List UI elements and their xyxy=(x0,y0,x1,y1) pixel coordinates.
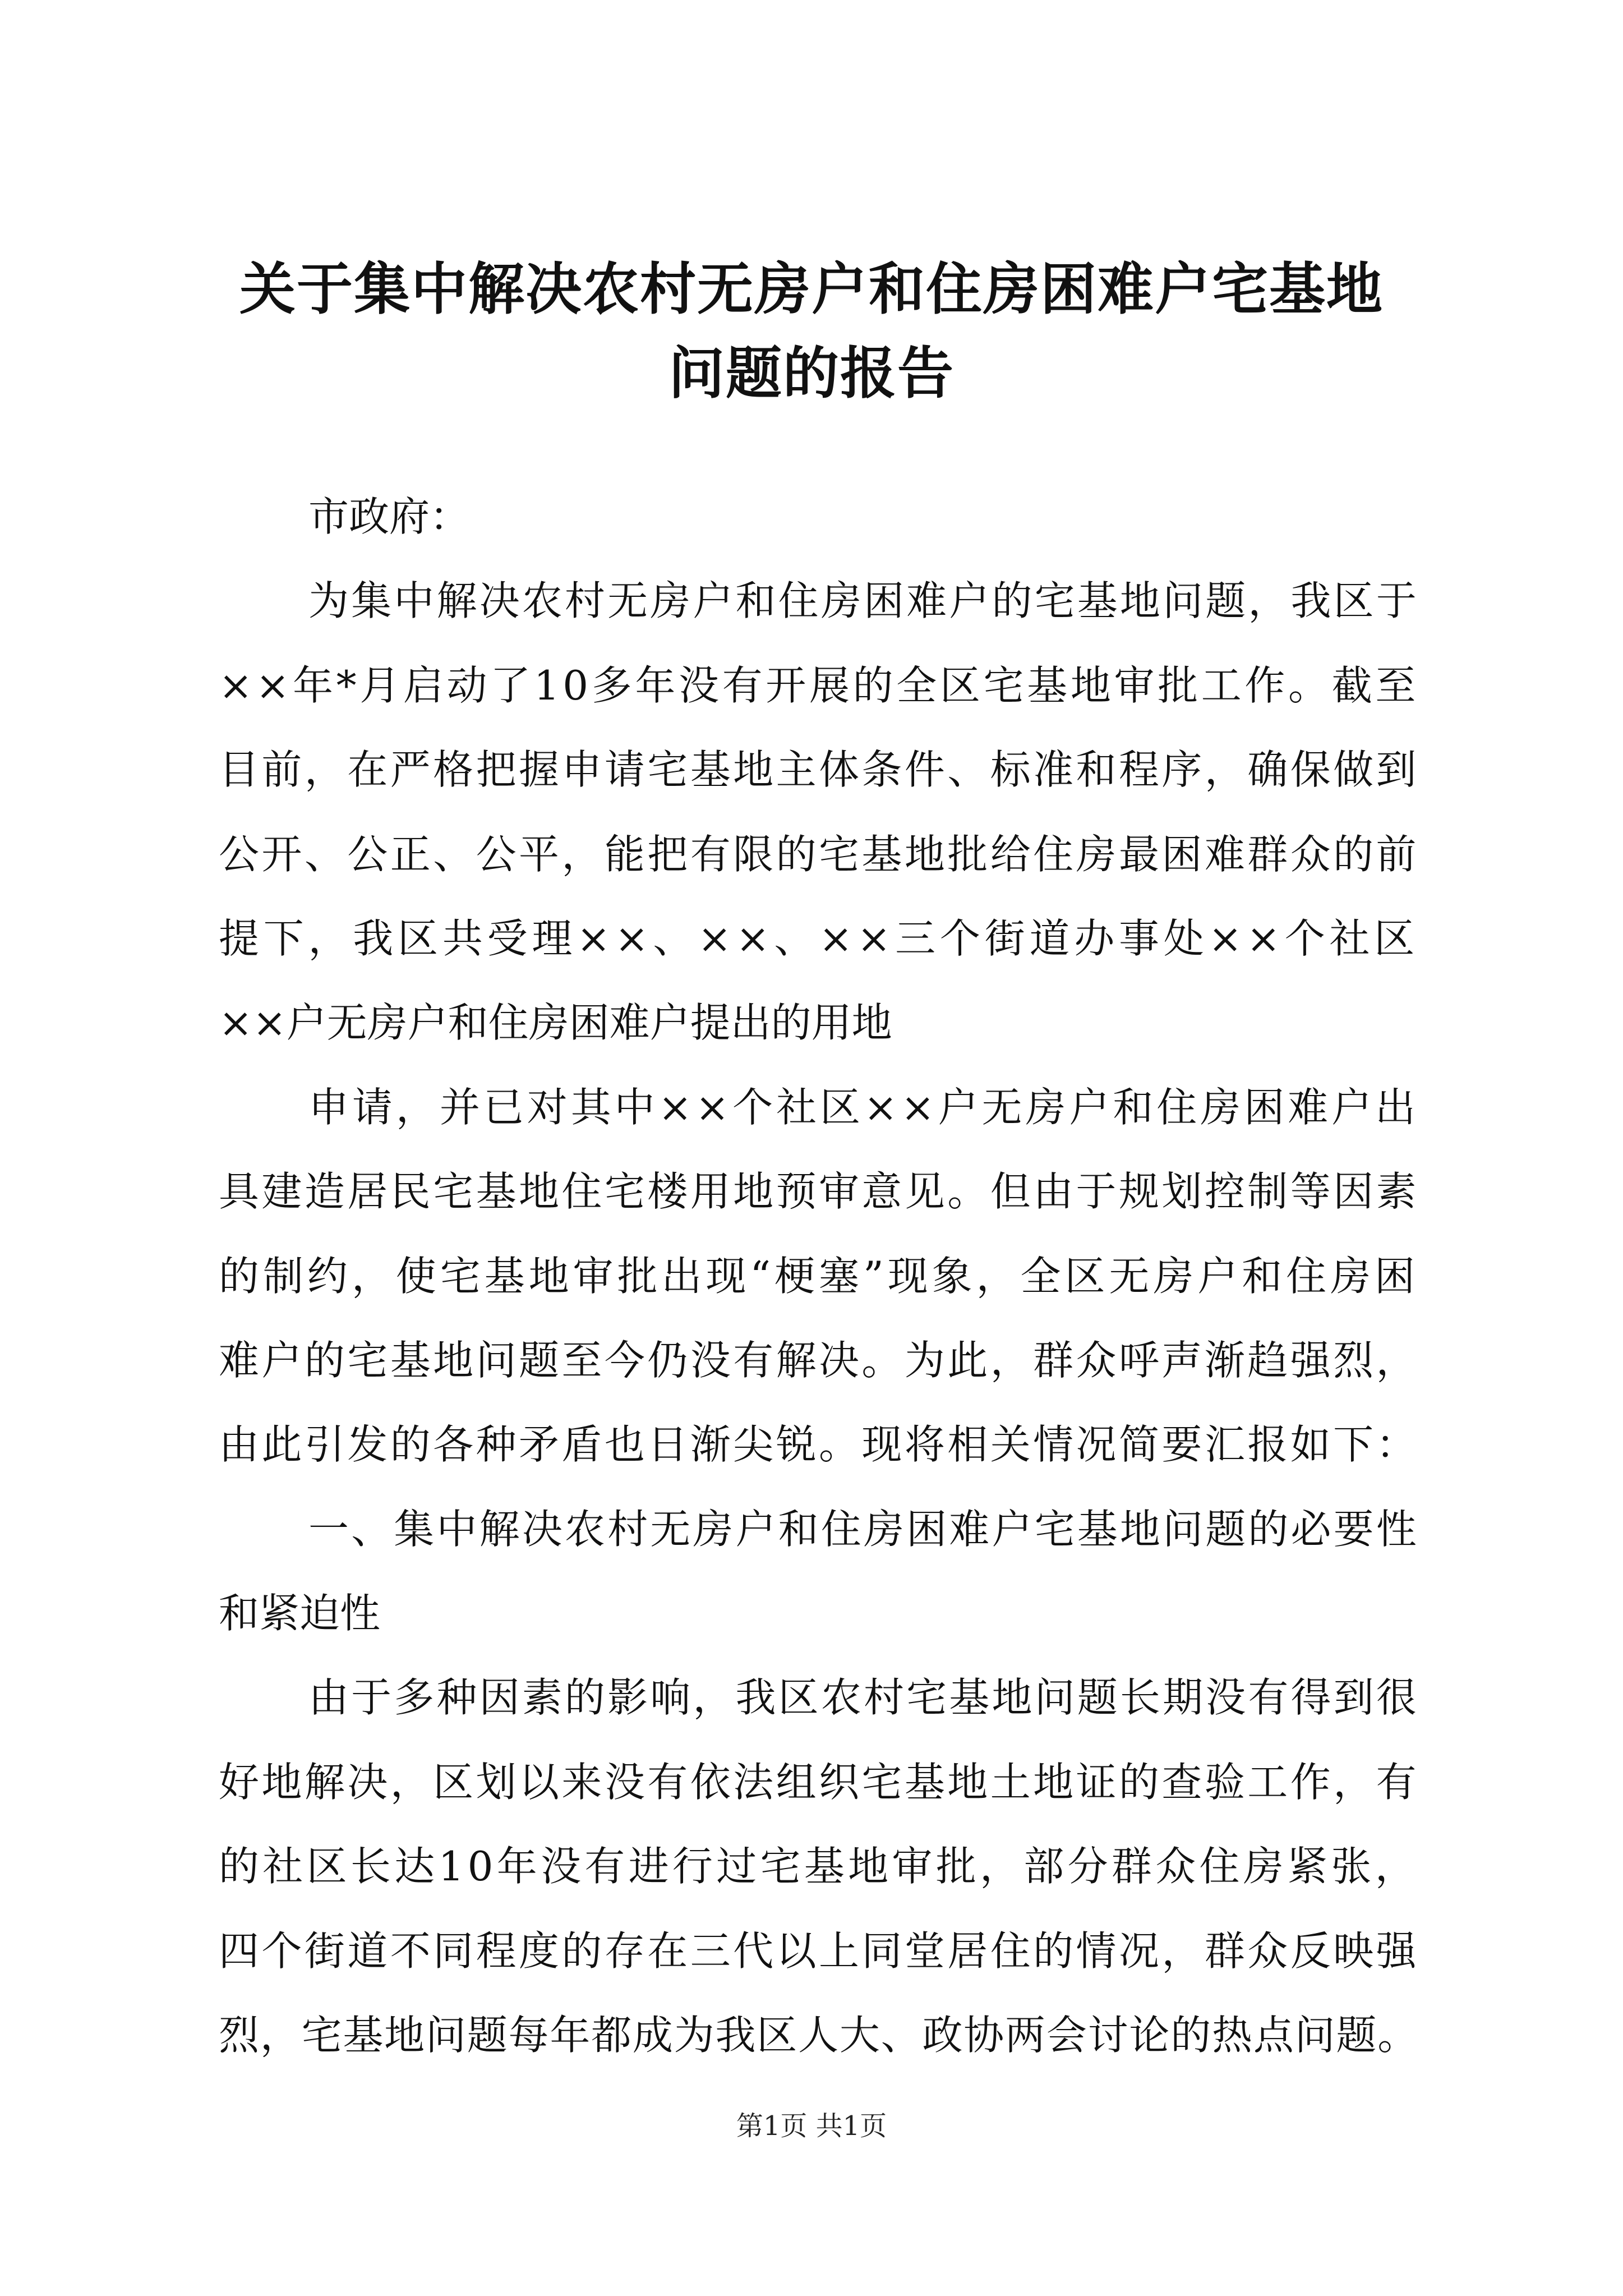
body-line: 好地解决，区划以来没有依法组织宅基地土地证的查验工作，有 xyxy=(219,1758,1419,1806)
document-title xyxy=(168,247,1455,415)
body-line: 提下，我区共受理××、××、××三个街道办事处××个社区 xyxy=(219,914,1419,962)
body-line: 难户的宅基地问题至今仍没有解决。为此，群众呼声渐趋强烈， xyxy=(219,1336,1419,1384)
body-line: 的社区长达10年没有进行过宅基地审批，部分群众住房紧张， xyxy=(219,1843,1419,1890)
body-line: 烈，宅基地问题每年都成为我区人大、政协两会讨论的热点问题。 xyxy=(219,2012,1419,2059)
body-line: 为集中解决农村无房户和住房困难户的宅基地问题，我区于 xyxy=(308,577,1419,625)
page-footer: 第1页 共1页 xyxy=(736,2110,887,2142)
body-line: 由此引发的各种矛盾也日渐尖锐。现将相关情况简要汇报如下： xyxy=(219,1421,1419,1469)
body-line: 一、集中解决农村无房户和住房困难户宅基地问题的必要性 xyxy=(308,1505,1419,1553)
body-line: 市政府： xyxy=(308,493,471,540)
body-line: 公开、公正、公平，能把有限的宅基地批给住房最困难群众的前 xyxy=(219,830,1419,878)
document-body xyxy=(219,475,1419,2077)
body-line: 具建造居民宅基地住宅楼用地预审意见。但由于规划控制等因素 xyxy=(219,1168,1419,1216)
body-line: 的制约，使宅基地审批出现“梗塞”现象，全区无房户和住房困 xyxy=(219,1252,1419,1300)
body-line: 申请，并已对其中××个社区××户无房户和住房困难户出 xyxy=(308,1083,1419,1131)
body-line: 由于多种因素的影响，我区农村宅基地问题长期没有得到很 xyxy=(308,1674,1419,1722)
body-line: 和紧迫性 xyxy=(219,1590,381,1637)
body-line: 四个街道不同程度的存在三代以上同堂居住的情况，群众反映强 xyxy=(219,1927,1419,1975)
title-line-2: 问题的报告 xyxy=(668,340,955,406)
body-line: 目前，在严格把握申请宅基地主体条件、标准和程序，确保做到 xyxy=(219,746,1419,794)
body-line: ××年*月启动了10多年没有开展的全区宅基地审批工作。截至 xyxy=(219,661,1419,709)
title-line-1: 关于集中解决农村无房户和住房困难户宅基地 xyxy=(239,256,1384,322)
body-line: ××户无房户和住房困难户提出的用地 xyxy=(219,999,892,1047)
